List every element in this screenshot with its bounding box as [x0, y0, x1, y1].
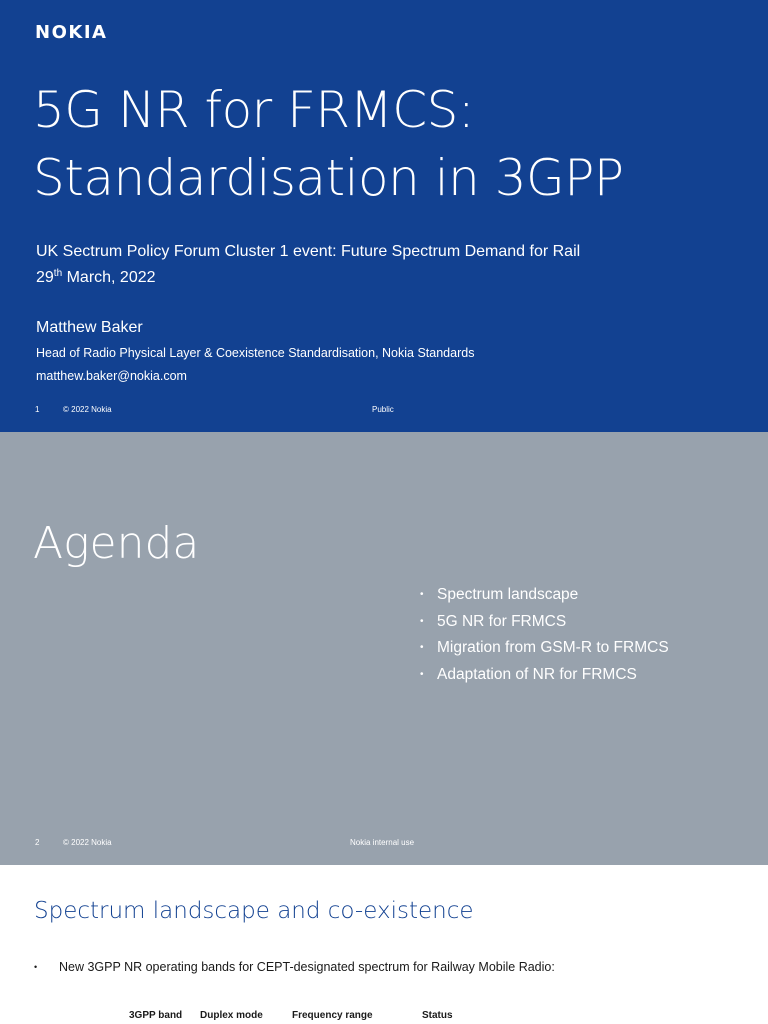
title-slide — [0, 0, 768, 432]
copyright: © 2022 Nokia — [63, 838, 112, 847]
page-number: 1 — [35, 405, 40, 414]
bullet-label: New 3GPP NR operating bands for CEPT-designated spectrum for Railway Mobile Radio: — [59, 960, 555, 974]
bullet-icon: • — [420, 669, 424, 681]
agenda-item-label: Spectrum landscape — [437, 586, 579, 603]
author-email[interactable]: matthew.baker@nokia.com — [36, 369, 187, 383]
agenda-item-label: 5G NR for FRMCS — [437, 612, 567, 630]
copyright: © 2022 Nokia — [63, 405, 112, 414]
table-header-duplex: Duplex mode — [200, 1010, 263, 1021]
agenda-slide — [0, 432, 768, 865]
date-suffix: th — [53, 268, 63, 279]
agenda-item-label: Migration from GSM-R to FRMCS — [437, 639, 669, 657]
bullet-icon: • — [420, 589, 424, 600]
bullet-icon: • — [420, 615, 424, 627]
date-day: 29 — [36, 269, 54, 286]
table-header-frequency: Frequency range — [292, 1010, 373, 1021]
agenda-item — [420, 582, 669, 609]
agenda-list — [420, 582, 669, 689]
author-role: Head of Radio Physical Layer & Coexistence Standardisation, Nokia Standards — [36, 346, 475, 360]
bullet-text — [34, 960, 555, 974]
agenda-title: Agenda — [33, 518, 200, 569]
bullet-icon: • — [34, 962, 38, 972]
presentation-title — [33, 76, 733, 212]
slide-title: Spectrum landscape and co-existence — [34, 898, 474, 924]
agenda-item — [420, 635, 669, 662]
agenda-item-label: Adaptation of NR for FRMCS — [437, 666, 637, 684]
event-date — [36, 265, 580, 291]
title-line-2: Standardisation in 3GPP — [33, 149, 624, 207]
agenda-item — [420, 662, 669, 689]
title-line-1: 5G NR for FRMCS: — [33, 81, 475, 139]
event-name: UK Sectrum Policy Forum Cluster 1 event: Future Spectrum Demand for Rail — [36, 243, 581, 260]
bullet-icon: • — [420, 642, 424, 654]
event-info — [36, 239, 580, 291]
nokia-logo: NOKIA — [35, 22, 108, 43]
table-header-band: 3GPP band — [129, 1010, 183, 1021]
table-header-status: Status — [422, 1010, 453, 1021]
spectrum-slide — [0, 865, 768, 1024]
page-number: 2 — [35, 838, 40, 847]
author-name: Matthew Baker — [36, 319, 143, 336]
classification-label: Nokia internal use — [350, 838, 415, 847]
date-rest: March, 2022 — [62, 269, 156, 286]
classification-label: Public — [372, 405, 394, 414]
agenda-item — [420, 609, 669, 636]
